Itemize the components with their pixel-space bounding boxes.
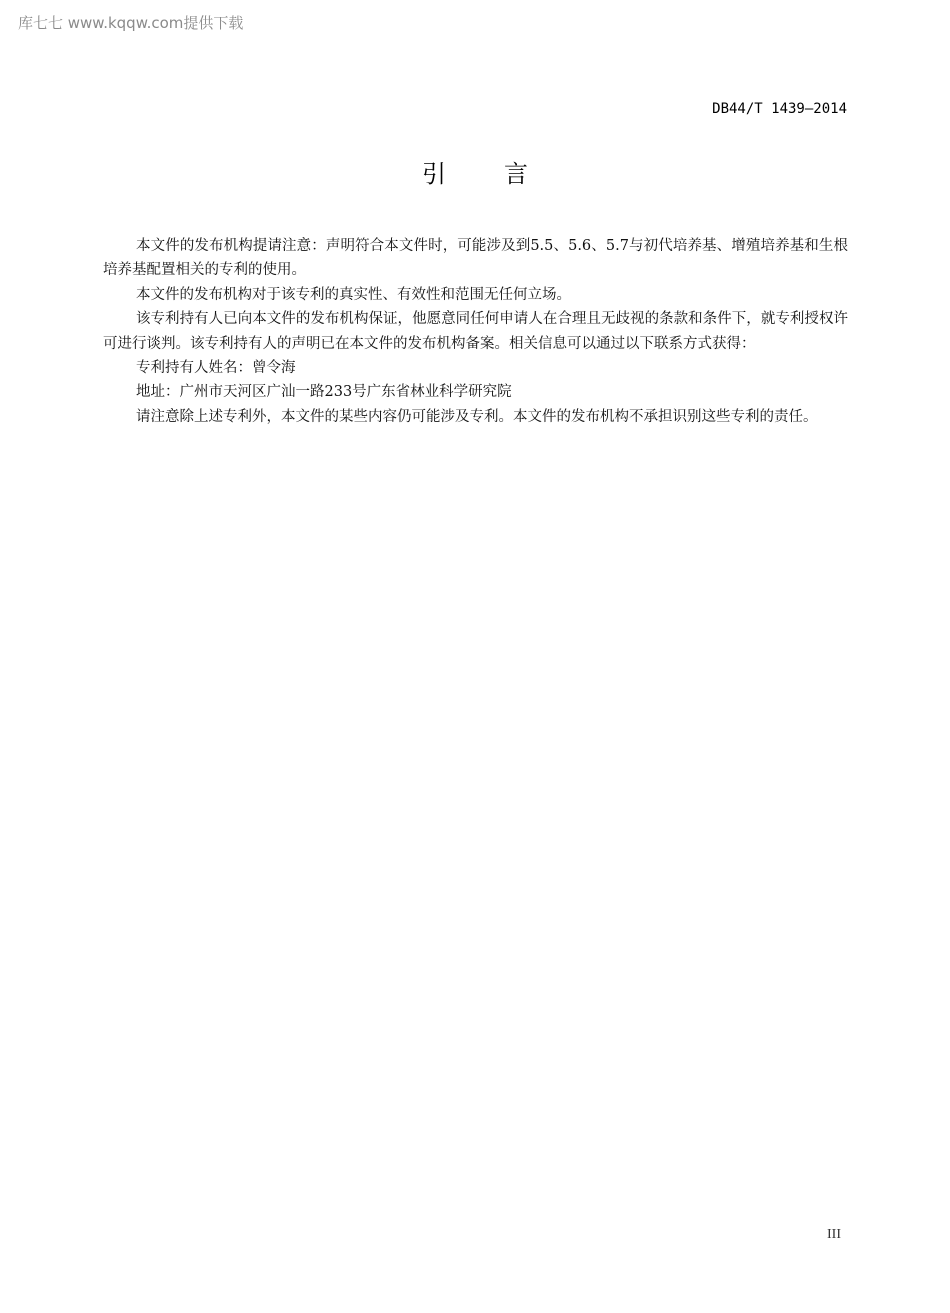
document-code: DB44/T 1439—2014 (712, 101, 847, 117)
paragraph-holder-address: 地址：广州市天河区广汕一路233号广东省林业科学研究院 (136, 384, 512, 401)
watermark-text: 库七七 www.kqqw.com提供下载 (18, 14, 244, 32)
paragraph-patent-notice: 本文件的发布机构提请注意：声明符合本文件时，可能涉及到5.5、5.6、5.7与初代培养基、增殖培养基和生根培养基配置相关的专利的使用。 (103, 238, 848, 279)
section-title: 引言 (422, 160, 586, 188)
page-number: III (827, 1227, 841, 1242)
paragraph-holder-name: 专利持有人姓名：曾令海 (136, 360, 296, 377)
body-text (103, 234, 848, 429)
paragraph-no-position: 本文件的发布机构对于该专利的真实性、有效性和范围无任何立场。 (136, 286, 571, 303)
paragraph-holder-assurance: 该专利持有人已向本文件的发布机构保证，他愿意同任何申请人在合理且无歧视的条款和条件下，就专利授权许可进行谈判。该专利持有人的声明已在本文件的发布机构备案。相关信息可以通过以下联系方式获得： (103, 311, 848, 352)
paragraph-disclaimer: 请注意除上述专利外，本文件的某些内容仍可能涉及专利。本文件的发布机构不承担识别这些专利的责任。 (136, 408, 818, 425)
